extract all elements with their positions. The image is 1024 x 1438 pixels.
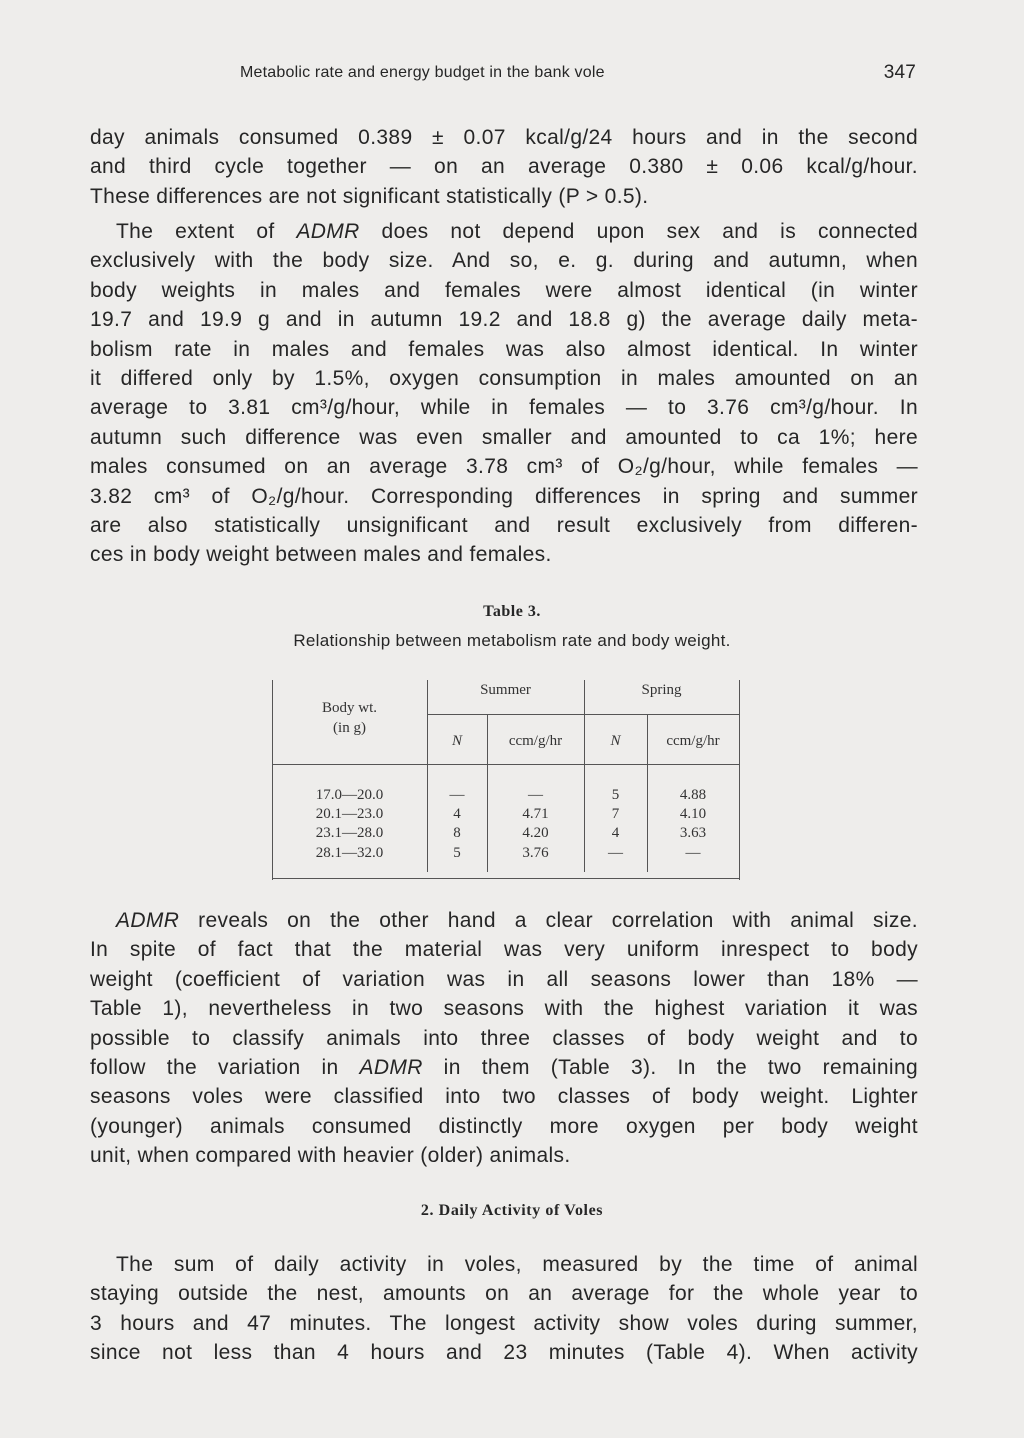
text-line: Table 1), nevertheless in two seasons with the highest variation it was	[90, 997, 918, 1021]
text-line: body weights in males and females were almost identical (in winter	[90, 278, 918, 302]
cell-body-weight: 28.1—32.0	[315, 845, 384, 861]
header-summer: Summer	[480, 682, 531, 698]
section-heading: 2. Daily Activity of Voles	[420, 1202, 604, 1219]
cell-summer-rate: 3.76	[522, 845, 549, 861]
header-body-unit: (in g)	[333, 720, 366, 736]
cell-summer-n: 5	[453, 845, 461, 861]
text-line: 19.7 and 19.9 g and in autumn 19.2 and 18.8 g) the average daily meta-	[90, 308, 918, 332]
text-line: The extent of ADMR does not depend upon sex and is connected	[116, 220, 918, 243]
header-summer-rate: ccm/g/hr	[508, 733, 563, 749]
table-rule	[427, 714, 739, 715]
text-line: exclusively with the body size. And so, e. g. during and autumn, when	[90, 249, 918, 273]
cell-body-weight: 20.1—23.0	[315, 806, 384, 822]
paragraph-3	[90, 906, 918, 1171]
cell-body-weight: 17.0—20.0	[315, 787, 384, 803]
text-line: bolism rate in males and females was also almost identical. In winter	[90, 337, 918, 361]
header-summer-n: N	[451, 733, 462, 749]
cell-spring-n: 7	[611, 806, 620, 822]
text-line: In spite of fact that the material was very uniform inrespect to body	[90, 938, 918, 962]
header-spring-rate: ccm/g/hr	[666, 733, 720, 749]
text-line: These differences are not significant statistically (P > 0.5).	[90, 184, 649, 208]
table-rule	[584, 680, 585, 872]
text-line: males consumed on an average 3.78 cm³ of O₂/g/hour, while females —	[90, 455, 918, 479]
text-line: are also statistically unsignificant and result exclusively from differen-	[90, 514, 918, 538]
page-number: 347	[883, 62, 916, 83]
text-line: follow the variation in ADMR in them (Table 3). In the two remaining	[90, 1056, 918, 1080]
text-line: and third cycle together — on an average 0.380 ± 0.06 kcal/g/hour.	[90, 155, 918, 179]
cell-summer-n: 8	[453, 825, 461, 841]
text-line: ces in body weight between males and females.	[90, 543, 552, 567]
header-spring-n: N	[610, 733, 621, 749]
table-number: Table 3.	[483, 603, 541, 620]
cell-summer-rate: 4.20	[522, 825, 549, 841]
cell-spring-n: 5	[611, 787, 620, 803]
text-line: autumn such difference was even smaller and amounted to ca 1%; here	[90, 425, 918, 449]
running-head-title: Metabolic rate and energy budget in the bank vole	[240, 64, 605, 81]
cell-spring-n: —	[608, 845, 623, 861]
text-line: 3 hours and 47 minutes. The longest activity show voles during summer,	[90, 1311, 918, 1335]
running-head	[90, 62, 920, 86]
cell-summer-rate: —	[528, 787, 543, 803]
text-line: unit, when compared with heavier (older) animals.	[90, 1144, 571, 1168]
text-line: staying outside the nest, amounts on an average for the whole year to	[90, 1282, 918, 1306]
table-title: Relationship between metabolism rate and body weight.	[293, 631, 731, 650]
text-line: it differed only by 1.5%, oxygen consumption in males amounted on an	[90, 367, 918, 391]
paragraph-1	[90, 123, 918, 211]
header-body-weight: Body wt.	[321, 700, 377, 716]
cell-summer-n: —	[449, 787, 465, 803]
paragraph-4	[90, 1250, 918, 1368]
text-line: possible to classify animals into three classes of body weight and to	[90, 1026, 918, 1050]
text-line: The sum of daily activity in voles, measured by the time of animal	[116, 1253, 918, 1276]
text-line: 3.82 cm³ of O₂/g/hour. Corresponding differences in spring and summer	[90, 484, 918, 508]
cell-spring-n: 4	[611, 825, 620, 841]
text-line: (younger) animals consumed distinctly more oxygen per body weight	[90, 1114, 918, 1138]
text-line: average to 3.81 cm³/g/hour, while in females — to 3.76 cm³/g/hour. In	[90, 396, 918, 420]
cell-body-weight: 23.1—28.0	[315, 825, 384, 841]
cell-spring-rate: 4.88	[679, 787, 707, 803]
text-line: weight (coefficient of variation was in all seasons lower than 18% —	[90, 967, 918, 991]
data-table	[272, 672, 740, 880]
text-line: seasons voles were classified into two classes of body weight. Lighter	[90, 1085, 918, 1109]
table-rule	[739, 680, 740, 880]
cell-spring-rate: 4.10	[679, 806, 707, 822]
text-line: day animals consumed 0.389 ± 0.07 kcal/g/24 hours and in the second	[90, 126, 918, 149]
text-line: ADMR reveals on the other hand a clear correlation with animal size.	[116, 909, 918, 932]
cell-spring-rate: —	[685, 845, 701, 861]
table-rule	[272, 878, 739, 879]
table-rule	[427, 680, 428, 872]
header-spring: Spring	[641, 682, 682, 698]
cell-summer-rate: 4.71	[522, 806, 549, 822]
table-rule	[272, 764, 739, 765]
text-line: since not less than 4 hours and 23 minutes (Table 4). When activity	[90, 1341, 918, 1365]
cell-spring-rate: 3.63	[679, 825, 707, 841]
cell-summer-n: 4	[453, 806, 461, 822]
paragraph-2	[90, 217, 918, 570]
